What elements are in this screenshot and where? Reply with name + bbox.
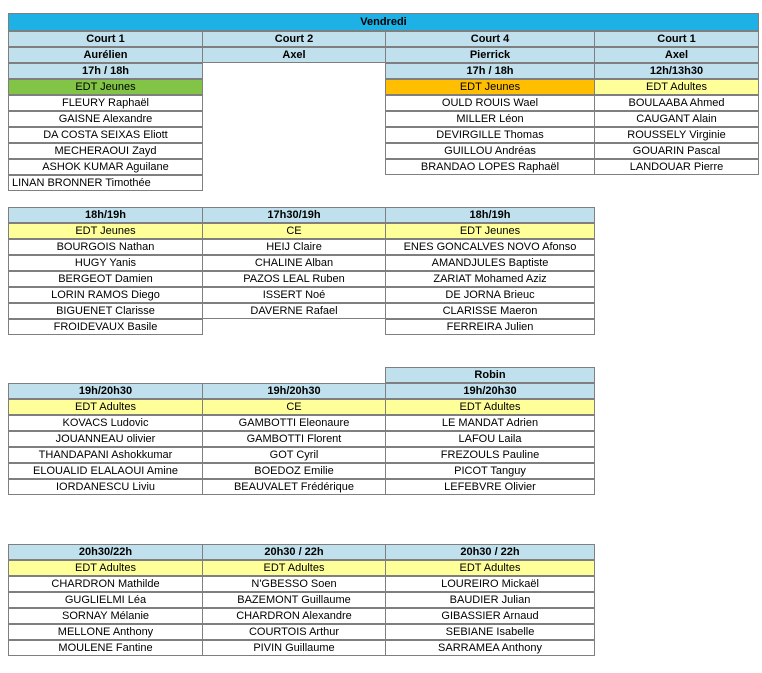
time-slot-header: 20h30 / 22h — [385, 544, 595, 560]
session-type: EDT Adultes — [8, 399, 203, 415]
coach-header: Axel — [202, 47, 386, 63]
session-type: EDT Jeunes — [385, 223, 595, 239]
player-name: SORNAY Mélanie — [8, 608, 203, 624]
player-name: LANDOUAR Pierre — [594, 159, 759, 175]
player-name: CLARISSE Maeron — [385, 303, 595, 319]
player-name: GAISNE Alexandre — [8, 111, 203, 127]
player-name: LINAN BRONNER Timothée — [8, 175, 203, 191]
player-name: MOULENE Fantine — [8, 640, 203, 656]
player-name: DEVIRGILLE Thomas — [385, 127, 595, 143]
player-name: BAUDIER Julian — [385, 592, 595, 608]
time-slot-header: 19h/20h30 — [8, 383, 203, 399]
session-type: CE — [202, 399, 386, 415]
player-name: ROUSSELY Virginie — [594, 127, 759, 143]
player-name: LEFEBVRE Olivier — [385, 479, 595, 495]
session-type: EDT Adultes — [385, 560, 595, 576]
time-slot-header: 19h/20h30 — [385, 383, 595, 399]
time-slot-header: 17h / 18h — [385, 63, 595, 79]
player-name: CHARDRON Alexandre — [202, 608, 386, 624]
court-header: Court 4 — [385, 31, 595, 47]
session-type: EDT Adultes — [202, 560, 386, 576]
player-name: ASHOK KUMAR Aguilane — [8, 159, 203, 175]
player-name: N'GBESSO Soen — [202, 576, 386, 592]
session-type: EDT Jeunes — [385, 79, 595, 95]
player-name: BAZEMONT Guillaume — [202, 592, 386, 608]
time-slot-header: 18h/19h — [385, 207, 595, 223]
player-name: DA COSTA SEIXAS Eliott — [8, 127, 203, 143]
player-name: BOEDOZ Emilie — [202, 463, 386, 479]
player-name: GOUARIN Pascal — [594, 143, 759, 159]
player-name: PIVIN Guillaume — [202, 640, 386, 656]
player-name: SARRAMEA Anthony — [385, 640, 595, 656]
player-name: PICOT Tanguy — [385, 463, 595, 479]
player-name: CHARDRON Mathilde — [8, 576, 203, 592]
player-name: LAFOU Laila — [385, 431, 595, 447]
session-type: EDT Adultes — [385, 399, 595, 415]
player-name: BOURGOIS Nathan — [8, 239, 203, 255]
player-name: BRANDAO LOPES Raphaël — [385, 159, 595, 175]
player-name: THANDAPANI Ashokkumar — [8, 447, 203, 463]
player-name: GUILLOU Andréas — [385, 143, 595, 159]
time-slot-header: 19h/20h30 — [202, 383, 386, 399]
time-slot-header: 20h30/22h — [8, 544, 203, 560]
time-slot-header: 17h30/19h — [202, 207, 386, 223]
player-name: FROIDEVAUX Basile — [8, 319, 203, 335]
player-name: ZARIAT Mohamed Aziz — [385, 271, 595, 287]
player-name: LOUREIRO Mickaël — [385, 576, 595, 592]
player-name: HUGY Yanis — [8, 255, 203, 271]
player-name: CAUGANT Alain — [594, 111, 759, 127]
player-name: ISSERT Noé — [202, 287, 386, 303]
player-name: MELLONE Anthony — [8, 624, 203, 640]
player-name: GAMBOTTI Florent — [202, 431, 386, 447]
player-name: LE MANDAT Adrien — [385, 415, 595, 431]
player-name: MECHERAOUI Zayd — [8, 143, 203, 159]
court-header: Court 1 — [8, 31, 203, 47]
player-name: GUGLIELMI Léa — [8, 592, 203, 608]
time-slot-header: 12h/13h30 — [594, 63, 759, 79]
player-name: OULD ROUIS Wael — [385, 95, 595, 111]
player-name: FERREIRA Julien — [385, 319, 595, 335]
player-name: COURTOIS Arthur — [202, 624, 386, 640]
player-name: IORDANESCU Liviu — [8, 479, 203, 495]
time-slot-header: 20h30 / 22h — [202, 544, 386, 560]
player-name: JOUANNEAU olivier — [8, 431, 203, 447]
session-type: EDT Jeunes — [8, 79, 203, 95]
player-name: HEIJ Claire — [202, 239, 386, 255]
player-name: FLEURY Raphaël — [8, 95, 203, 111]
player-name: MILLER Léon — [385, 111, 595, 127]
time-slot-header: 18h/19h — [8, 207, 203, 223]
player-name: KOVACS Ludovic — [8, 415, 203, 431]
player-name: GIBASSIER Arnaud — [385, 608, 595, 624]
coach-header: Pierrick — [385, 47, 595, 63]
player-name: AMANDJULES Baptiste — [385, 255, 595, 271]
player-name: BEAUVALET Frédérique — [202, 479, 386, 495]
player-name: ELOUALID ELALAOUI Amine — [8, 463, 203, 479]
player-name: LORIN RAMOS Diego — [8, 287, 203, 303]
player-name: PAZOS LEAL Ruben — [202, 271, 386, 287]
player-name: DE JORNA Brieuc — [385, 287, 595, 303]
time-slot-header: 17h / 18h — [8, 63, 203, 79]
coach-header: Robin — [385, 367, 595, 383]
player-name: DAVERNE Rafael — [202, 303, 386, 319]
day-title: Vendredi — [8, 13, 759, 31]
session-type: EDT Jeunes — [8, 223, 203, 239]
court-header: Court 1 — [594, 31, 759, 47]
player-name: SEBIANE Isabelle — [385, 624, 595, 640]
player-name: FREZOULS Pauline — [385, 447, 595, 463]
court-header: Court 2 — [202, 31, 386, 47]
player-name: BIGUENET Clarisse — [8, 303, 203, 319]
player-name: GAMBOTTI Eleonaure — [202, 415, 386, 431]
player-name: BOULAABA Ahmed — [594, 95, 759, 111]
player-name: ENES GONCALVES NOVO Afonso — [385, 239, 595, 255]
session-type: CE — [202, 223, 386, 239]
coach-header: Axel — [594, 47, 759, 63]
player-name: GOT Cyril — [202, 447, 386, 463]
session-type: EDT Adultes — [8, 560, 203, 576]
player-name: BERGEOT Damien — [8, 271, 203, 287]
coach-header: Aurélien — [8, 47, 203, 63]
session-type: EDT Adultes — [594, 79, 759, 95]
player-name: CHALINE Alban — [202, 255, 386, 271]
